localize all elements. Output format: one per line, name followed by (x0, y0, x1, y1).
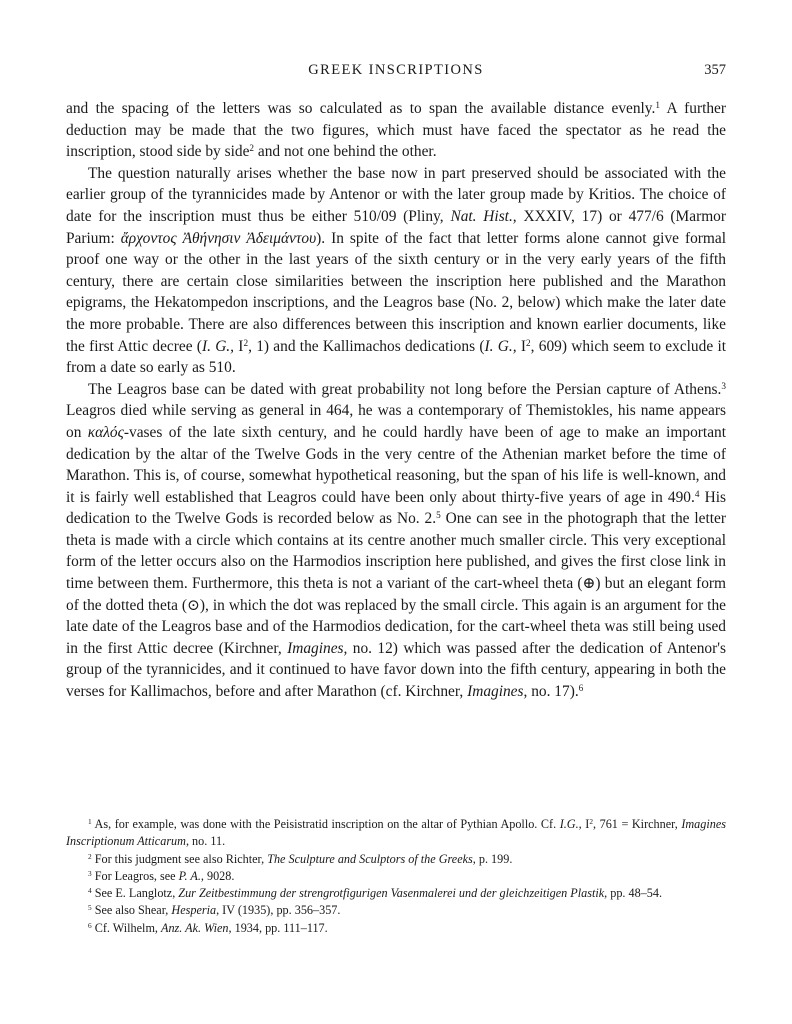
text-run: See E. Langlotz, (91, 886, 179, 901)
note-ref: 1 (88, 816, 92, 826)
text-run: One can see in the photograph that the letter theta is made with a circle which contains at its centre another much smaller circle. This very exceptional form of the letter occurs also on the Harmodios inscription here published, and gives the first close link in time between them. Furthermore, this theta is not a variant of the cart-wheel theta (⊕) but an elegant form of the dotted theta (⊙), in which the dot was replaced by the small circle. This again is an argument for the late date of the Leagros base and of the Harmodios dedication, for the cart-wheel theta was still being used in the first Attic decree (Kirchner, (66, 510, 727, 657)
note-ref: 2 (525, 337, 531, 348)
text-run: I (581, 817, 590, 831)
italic-run: Zur Zeitbestimmung der strengrotfigurigen Vasenmalerei und der gleichzeitigen Plastik (178, 886, 605, 901)
italic-run: I. G., (484, 337, 517, 355)
text-run: , no. 11. (185, 834, 226, 849)
note-ref: 3 (88, 868, 92, 878)
text-run: and the spacing of the letters was so calculated as to span the available distance evenly. (66, 100, 656, 117)
text-run: no. 12) which was passed after the dedication of Antenor's group of the tyrannicides, and it continued to have favor down into the fifth century, appearing in both the verses for Kallimachos, before and after Marathon (cf. Kirchner, (66, 639, 726, 701)
page-number: 357 (704, 62, 726, 78)
note-ref: 4 (694, 488, 700, 499)
note-ref: 5 (88, 903, 92, 913)
text-run: Cf. Wilhelm, (91, 920, 162, 935)
text-run: , 9028. (200, 868, 235, 883)
text-run: , p. 199. (472, 851, 513, 866)
text-run: See also Shear, (91, 903, 172, 918)
text-run: XXXIV, 17) or 477/6 (Marmor Parium: (66, 207, 726, 247)
note-ref: 6 (578, 682, 584, 693)
text-run: Leagros died while serving as general in 464, he was a contemporary of Themistokles, his name appears on (66, 402, 726, 441)
paragraph-3 (66, 379, 726, 703)
note-ref: 4 (88, 886, 92, 896)
text-run: -vases of the late sixth century, and he could hardly have been of age to make an important dedication by the altar of the Twelve Gods in the very centre of the Athenian market before the time of Marathon. This is, of course, somewhat hypothetical reasoning, but the span of his life is well-known, and it is fairly well established that Leagros could have been only about thirty-five years of age in 490. (66, 423, 726, 506)
text-run: The Leagros base can be dated with great probability not long before the Persian capture of Athens. (88, 380, 722, 398)
text-run: , 1934, pp. 111–117. (228, 920, 328, 935)
text-run: , 609) which seem to exclude it from a date so early as 510. (66, 337, 726, 377)
text-run: As, for example, was done with the Peisistratid inscription on the altar of Pythian Apollo. Cf. (91, 817, 560, 831)
text-run: , 761 = Kirchner, (593, 817, 682, 831)
text-run: For this judgment see also Richter, (91, 851, 268, 866)
italic-run: Imagines, (287, 639, 348, 657)
text-run: For Leagros, see (91, 868, 179, 883)
text-run: and not one behind the other. (254, 143, 437, 161)
footnote-2 (66, 851, 726, 868)
italic-run: Imagines (467, 683, 524, 701)
footnote-4 (66, 885, 726, 902)
running-title: GREEK INSCRIPTIONS (308, 62, 484, 78)
italic-run: I. G., (201, 337, 235, 355)
paragraph-2 (66, 163, 726, 379)
footnote-5 (66, 902, 726, 919)
body-text (66, 98, 726, 703)
italic-run: Imagines Inscriptionum Atticarum (66, 817, 726, 849)
note-ref: 2 (249, 143, 255, 154)
italic-run: Anz. Ak. Wien (161, 920, 229, 935)
text-run: , pp. 48–54. (604, 886, 663, 901)
text-run: , 1) and the Kallimachos dedications ( (248, 337, 485, 355)
note-ref: 1 (655, 99, 660, 110)
note-ref: 3 (721, 380, 726, 391)
note-ref: 2 (88, 851, 92, 861)
italic-run: καλός (87, 423, 124, 441)
text-run: The question naturally arises whether the base now in part preserved should be associated with the earlier group of the tyrannicides made by Antenor or with the later group made by Kritios. The choice of date for the inscription must thus be either 510/09 (Pliny, (66, 164, 726, 225)
note-ref: 6 (88, 920, 92, 930)
text-run: His dedication to the Twelve Gods is recorded below as No. 2. (66, 488, 726, 528)
text-run: ). In spite of the fact that letter forms alone cannot give formal proof one way or the other in the last years of the sixth century or in the very early years of the fifth century, there are certain close similarities between the inscription here published and the Marathon epigrams, the Hekatompedon inscriptions, and the Leagros base (No. 2, below) which make the later date the more probable. There are also differences between this inscription and known earlier documents, like the first Attic decree ( (66, 229, 726, 355)
italic-run: Nat. Hist., (450, 207, 517, 225)
italic-run: Hesperia (171, 903, 217, 918)
footnote-3 (66, 868, 726, 885)
footnotes (66, 816, 726, 937)
text-run: I (234, 337, 244, 355)
note-ref: 2 (589, 816, 593, 826)
text-run: , no. 17). (523, 683, 579, 701)
italic-run: ἄρχοντος Ἀθήνησιν Ἀδειμάντου (120, 229, 317, 247)
text-run: I (516, 337, 526, 355)
text-run: , IV (1935), pp. 356–357. (216, 903, 341, 918)
text-run: A further deduction may be made that the two figures, which must have faced the spectator as he read the inscription, stood side by side (66, 100, 726, 161)
footnote-1 (66, 816, 726, 851)
note-ref: 5 (436, 510, 441, 521)
italic-run: I.G., (559, 817, 582, 831)
italic-run: The Sculpture and Sculptors of the Greeks (267, 851, 473, 866)
italic-run: P. A. (178, 868, 201, 883)
footnote-6 (66, 920, 726, 937)
page-header (66, 62, 726, 82)
paragraph-1 (66, 98, 726, 163)
note-ref: 2 (243, 337, 249, 348)
